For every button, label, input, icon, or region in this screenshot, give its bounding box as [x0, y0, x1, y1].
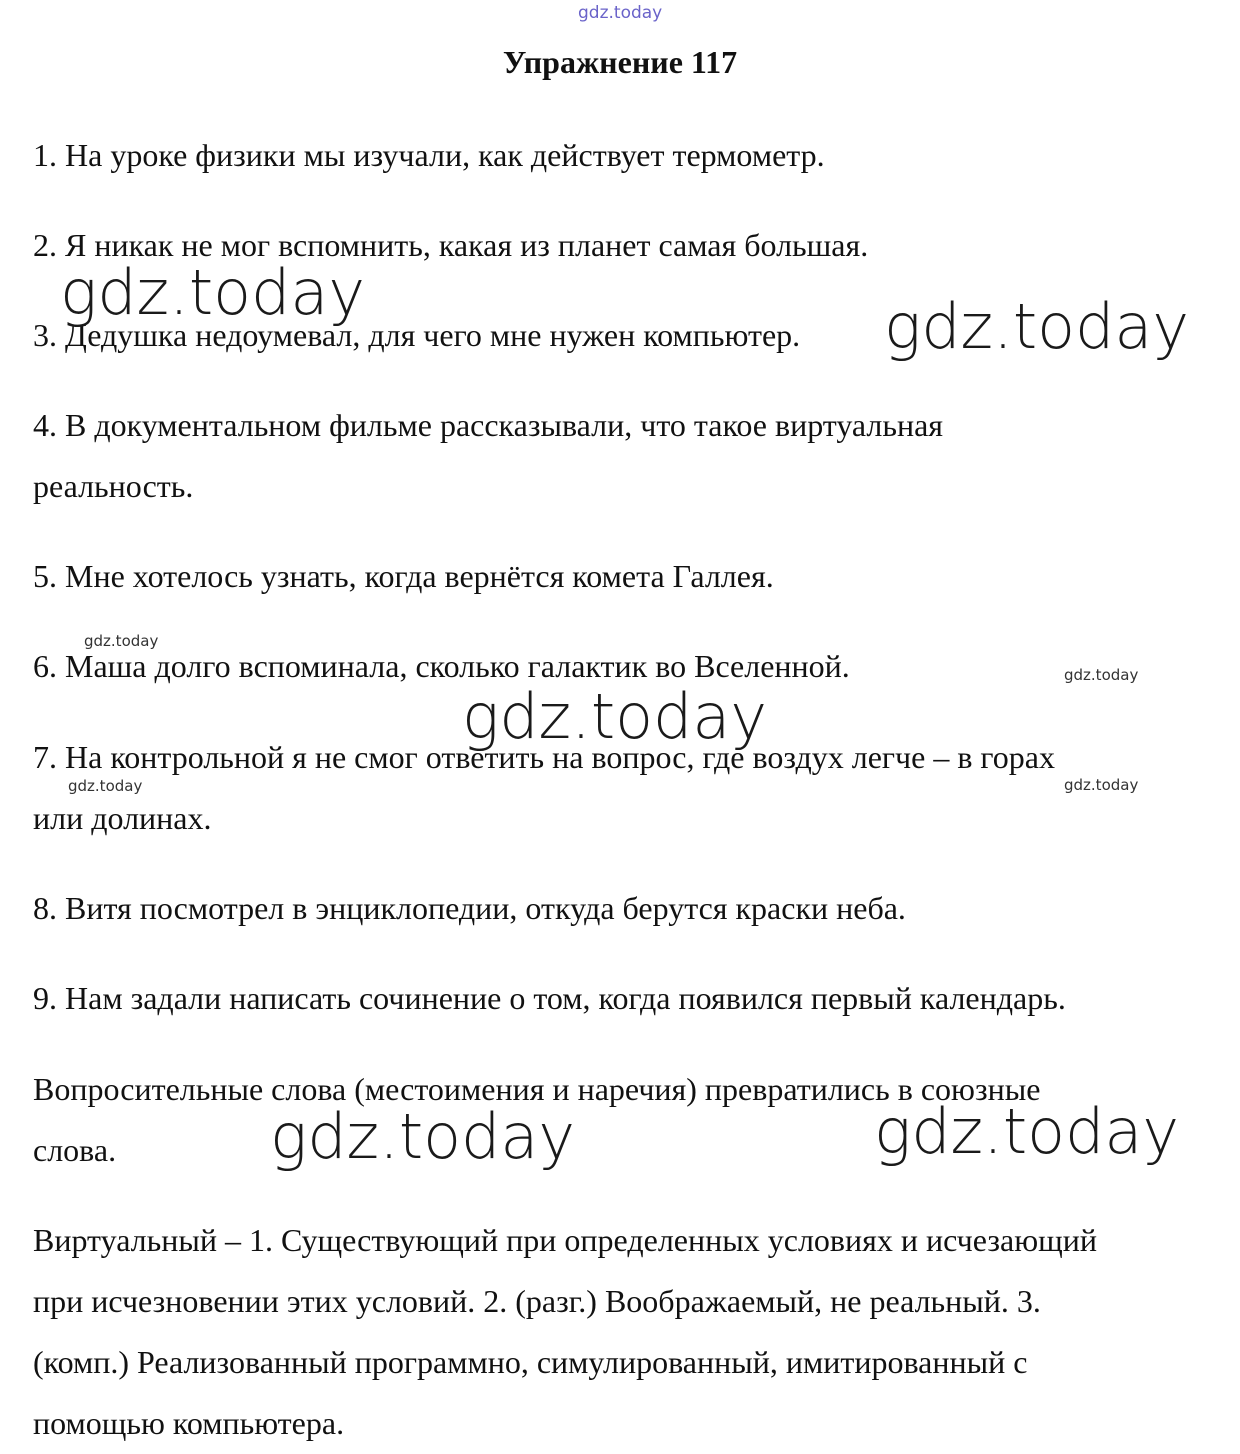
answer-1 — [33, 125, 1213, 186]
conclusion-line-1: Вопросительные слова (местоимения и наречия) превратились в союзные — [33, 1071, 1041, 1107]
watermark-small: gdz.today — [68, 777, 143, 795]
answer-8 — [33, 878, 1213, 939]
conclusion-line-2: слова. — [33, 1132, 117, 1168]
watermark-small: gdz.today — [1064, 666, 1139, 684]
definition-virtual — [33, 1210, 1213, 1454]
answer-4-line-2: реальность. — [33, 468, 194, 504]
answer-8-line-1: 8. Витя посмотрел в энциклопедии, откуда берутся краски неба. — [33, 890, 906, 926]
watermark-large: gdz.today — [60, 256, 366, 329]
watermark-small: gdz.today — [84, 632, 159, 650]
definition-line-2: при исчезновении этих условий. 2. (разг.) Воображаемый, не реальный. 3. — [33, 1283, 1041, 1319]
watermark-large: gdz.today — [884, 290, 1190, 363]
definition-line-3: (комп.) Реализованный программно, симулированный, имитированный с — [33, 1344, 1028, 1380]
answer-7-line-1: 7. На контрольной я не смог ответить на вопрос, где воздух легче – в горах — [33, 739, 1055, 775]
answer-9-line-1: 9. Нам задали написать сочинение о том, когда появился первый календарь. — [33, 980, 1066, 1016]
definition-line-1: Виртуальный – 1. Существующий при определенных условиях и исчезающий — [33, 1222, 1097, 1258]
watermark-top: gdz.today — [578, 3, 663, 23]
answer-5-line-1: 5. Мне хотелось узнать, когда вернётся комета Галлея. — [33, 558, 774, 594]
answer-6-line-1: 6. Маша долго вспоминала, сколько галактик во Вселенной. — [33, 648, 850, 684]
answer-7-line-2: или долинах. — [33, 800, 212, 836]
watermark-large: gdz.today — [270, 1100, 576, 1173]
answer-5 — [33, 546, 1213, 607]
watermark-small: gdz.today — [1064, 776, 1139, 794]
answer-3-line-1: 3. Дедушка недоумевал, для чего мне нужен компьютер. — [33, 317, 801, 353]
answer-9 — [33, 968, 1213, 1029]
answer-4-line-1: 4. В документальном фильме рассказывали, что такое виртуальная — [33, 407, 944, 443]
answer-4 — [33, 395, 1213, 517]
answer-1-line-1: 1. На уроке физики мы изучали, как действует термометр. — [33, 137, 825, 173]
definition-line-4: помощью компьютера. — [33, 1405, 345, 1441]
answer-2-line-1: 2. Я никак не мог вспомнить, какая из планет самая большая. — [33, 227, 869, 263]
watermark-large: gdz.today — [462, 680, 768, 753]
exercise-title: Упражнение 117 — [502, 44, 738, 80]
watermark-large: gdz.today — [874, 1095, 1180, 1168]
